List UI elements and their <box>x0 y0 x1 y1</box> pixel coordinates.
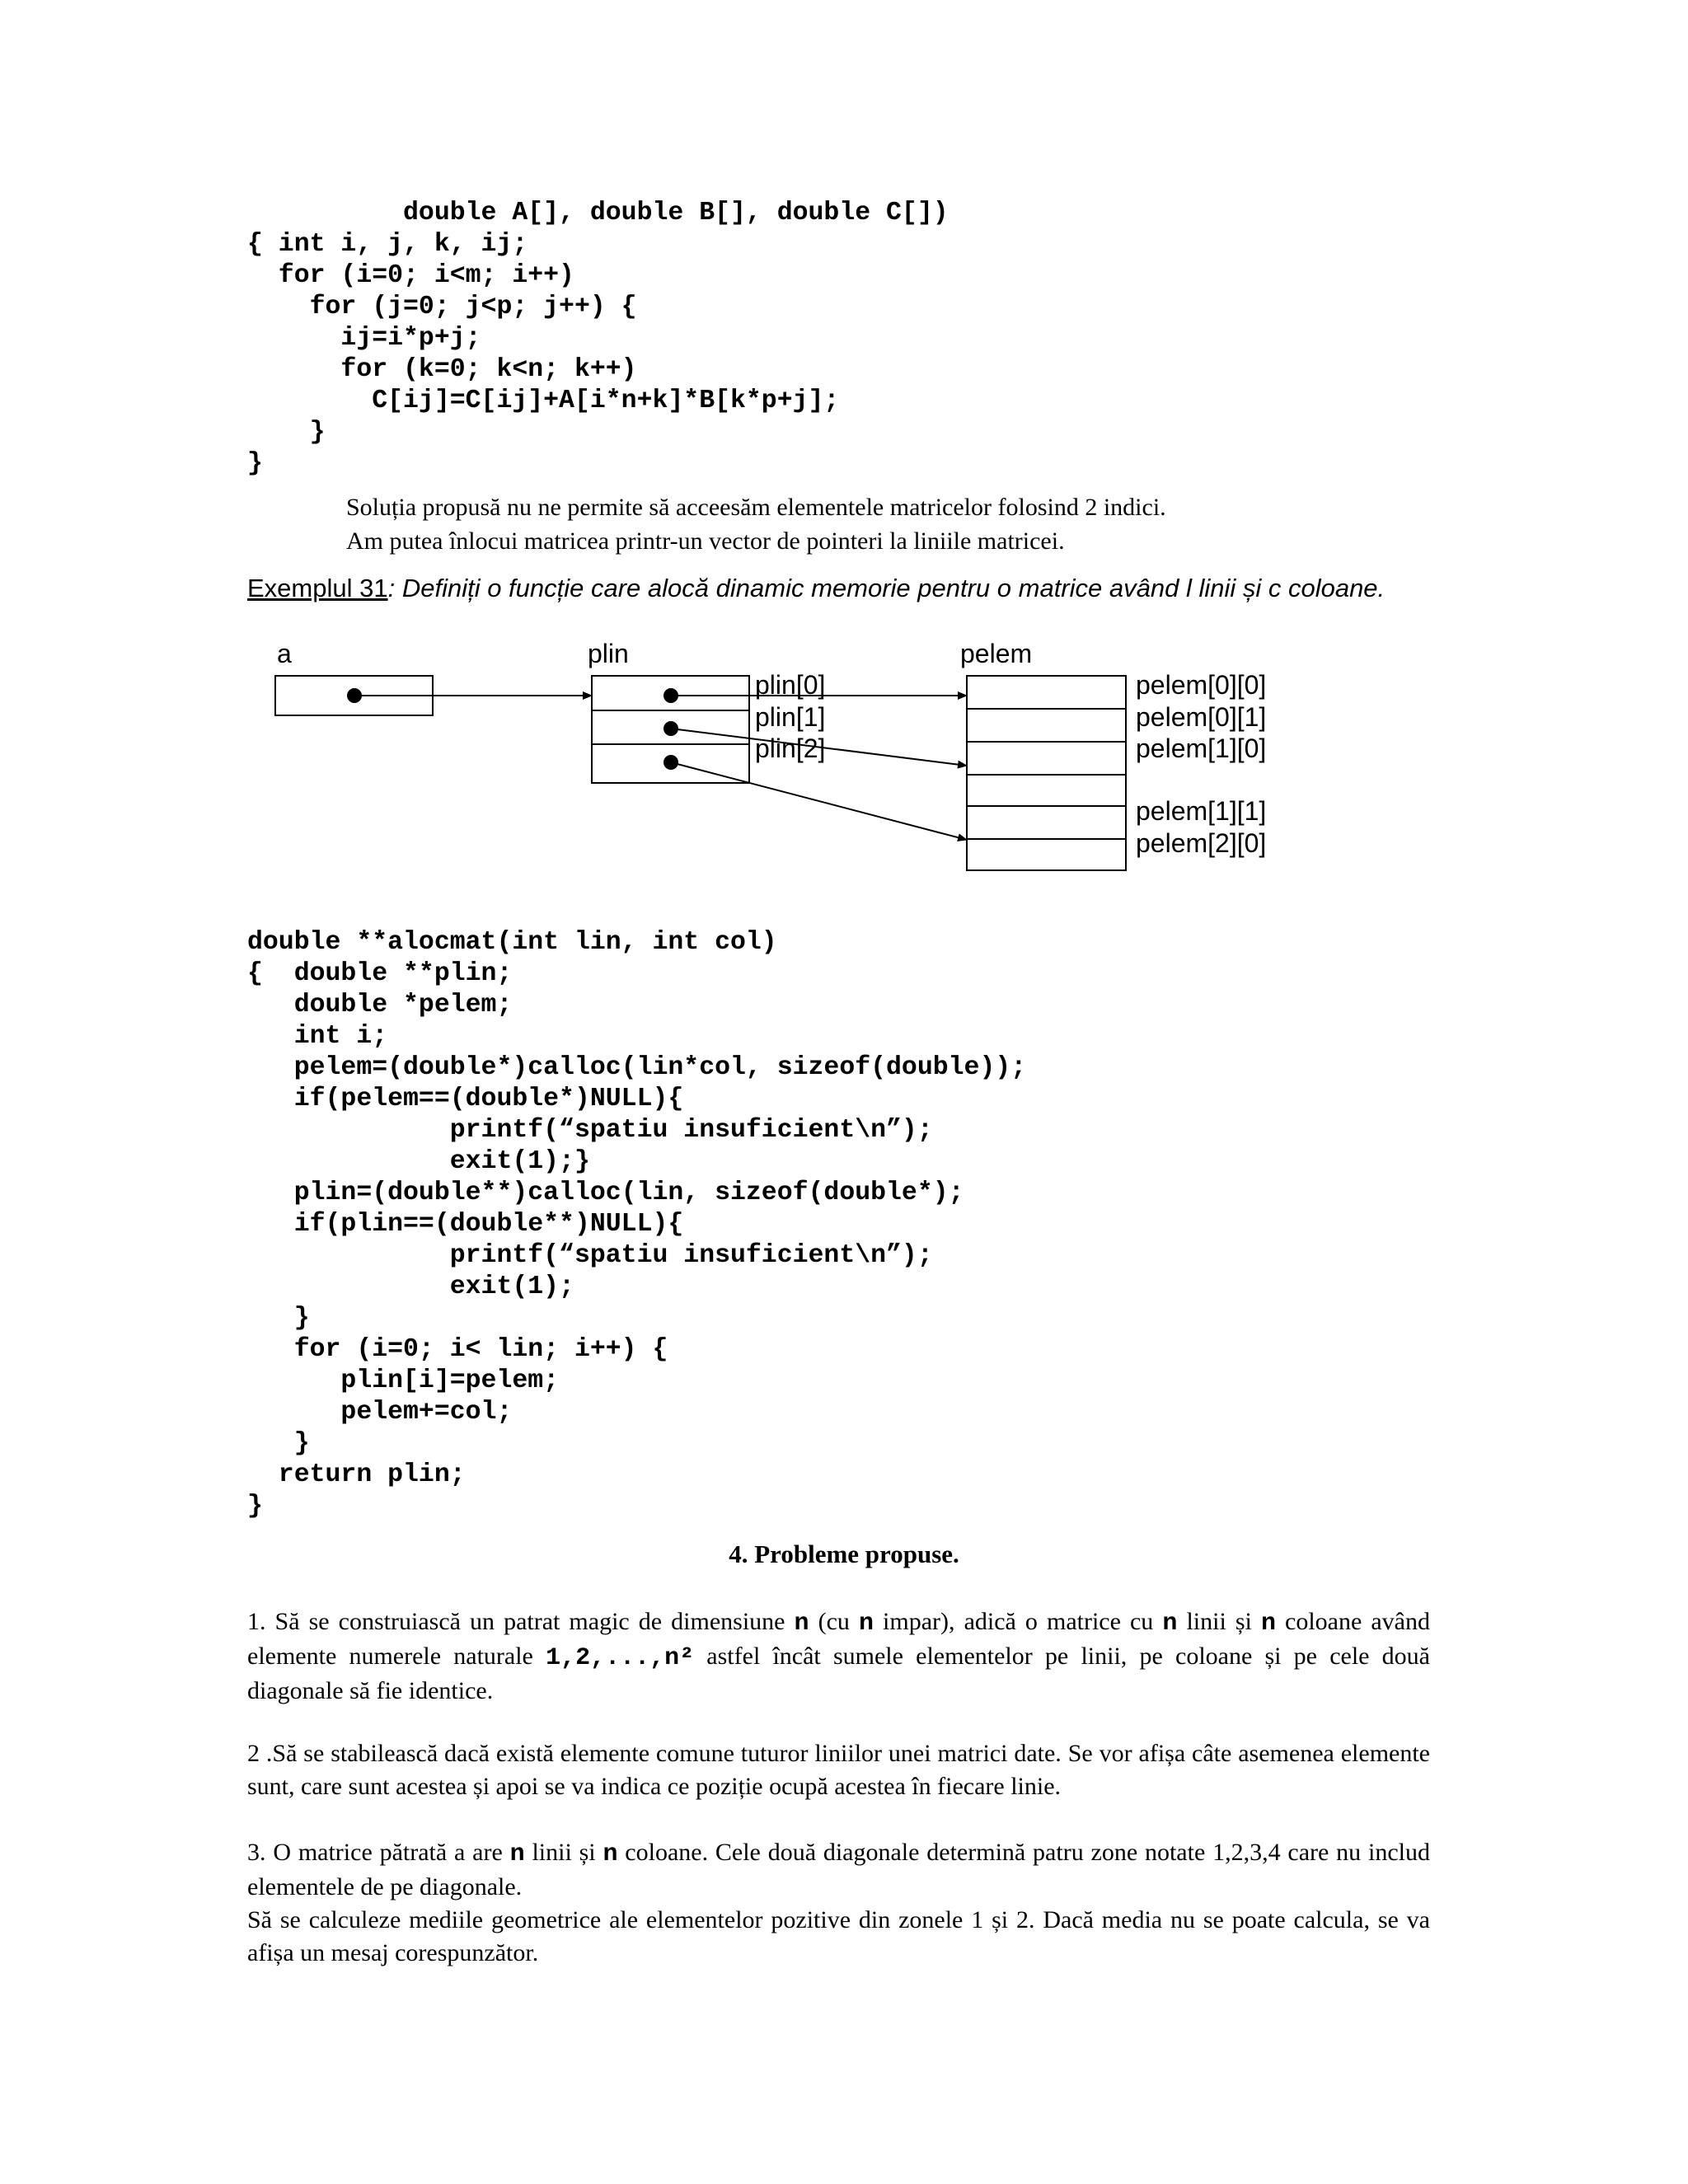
plin-entry-label: plin[1] <box>755 702 826 732</box>
example-label: Exemplul 31 <box>247 574 388 602</box>
code-line: plin=(double**)calloc(lin, sizeof(double*); <box>247 1179 964 1207</box>
code-line: pelem=(double*)calloc(lin*col, sizeof(double)); <box>247 1053 1027 1082</box>
code-line: if(plin==(double**)NULL){ <box>247 1210 684 1239</box>
code-line: if(pelem==(double*)NULL){ <box>247 1085 684 1113</box>
code-line: printf(“spatiu insuficient\n”); <box>247 1116 933 1145</box>
problem-text: linii și <box>524 1839 603 1866</box>
code-line: double **alocmat(int lin, int col) <box>247 928 777 957</box>
code-line: for (j=0; j<p; j++) { <box>247 293 637 321</box>
code-line: pelem+=col; <box>247 1398 513 1427</box>
code-var: n <box>603 1840 618 1868</box>
code-line: } <box>247 418 326 447</box>
pelem-entry-label: pelem[2][0] <box>1136 828 1267 858</box>
code-line: } <box>247 1304 310 1333</box>
arrow-plin2-to-pelem <box>671 762 967 840</box>
label-plin: plin <box>588 639 629 668</box>
code-line: plin[i]=pelem; <box>247 1366 560 1395</box>
example-text: Definiți o funcție care alocă dinamic memorie pentru o matrice având l linii și c coloane. <box>401 574 1386 602</box>
problem-text: coloane. Cele două diagonale determină patru zone notate 1,2,3,4 care nu includ elementele de pe diagonale. <box>247 1839 1430 1900</box>
code-var: n <box>1162 1610 1178 1638</box>
code-line: exit(1); <box>247 1272 574 1301</box>
note-line-1: Soluția propusă nu ne permite să acceesăm elementele matricelor folosind 2 indici. <box>346 494 1166 521</box>
plin-entry-label: plin[0] <box>755 670 826 700</box>
code-line: double *pelem; <box>247 991 513 1019</box>
pelem-array <box>967 676 1126 870</box>
problem-text: (cu <box>809 1608 859 1635</box>
code-var: n <box>509 1840 525 1868</box>
code-line: C[ij]=C[ij]+A[i*n+k]*B[k*p+j]; <box>247 387 840 415</box>
problem-text: astfel încât sumele elementelor pe linii, pe coloane și pe cele două diagonale să fie identice. <box>247 1643 1430 1704</box>
pelem-entry-label: pelem[1][1] <box>1136 796 1267 826</box>
code-var: n <box>1260 1610 1276 1638</box>
problem-text: 3. O matrice pătrată a are <box>247 1839 510 1866</box>
code-var: n <box>858 1610 874 1638</box>
code-var: 1,2,...,n² <box>546 1644 695 1672</box>
problem-text: 1. Să se construiască un patrat magic de dimensiune <box>247 1608 795 1635</box>
code-var: n <box>794 1610 809 1638</box>
code-line: } <box>247 1492 263 1521</box>
code-line: return plin; <box>247 1460 466 1489</box>
code-line: for (k=0; k<n; k++) <box>247 355 637 384</box>
note-line-2: Am putea înlocui matricea printr-un vector de pointeri la liniile matricei. <box>346 527 1065 555</box>
problem-text: linii și <box>1177 1608 1261 1635</box>
code-line: exit(1);} <box>247 1147 590 1176</box>
example-separator: : <box>387 574 402 602</box>
problem-3 <box>247 1836 1430 1970</box>
problem-text: impar), adică o matrice cu <box>874 1608 1163 1635</box>
code-line: { double **plin; <box>247 959 513 988</box>
code-line: printf(“spatiu insuficient\n”); <box>247 1241 933 1270</box>
problem-text: coloane având elemente numerele naturale <box>247 1608 1430 1670</box>
code-line: for (i=0; i<m; i++) <box>247 261 574 290</box>
code-line: } <box>247 449 263 478</box>
pelem-entry-label: pelem[1][0] <box>1136 733 1267 763</box>
label-a: a <box>277 639 292 668</box>
code-line: double A[], double B[], double C[]) <box>247 199 949 227</box>
code-block-alocmat <box>247 927 1026 1522</box>
pelem-entry-label: pelem[0][1] <box>1136 702 1267 732</box>
problem-2 <box>247 1737 1430 1803</box>
code-line: { int i, j, k, ij; <box>247 230 528 259</box>
pelem-entry-label: pelem[0][0] <box>1136 670 1267 700</box>
code-line: ij=i*p+j; <box>247 324 481 353</box>
code-line: } <box>247 1429 310 1458</box>
problem-1 <box>247 1605 1430 1708</box>
section-title: 4. Probleme propuse. <box>729 1540 959 1568</box>
code-line: for (i=0; i< lin; i++) { <box>247 1335 668 1364</box>
problem-text: Să se calculeze mediile geometrice ale elementelor pozitive din zonele 1 și 2. Dacă media nu se poate calcula, se va afișa un mesaj corespunzător. <box>247 1906 1430 1966</box>
code-line: int i; <box>247 1022 388 1051</box>
label-pelem: pelem <box>960 639 1033 668</box>
plin-entry-label: plin[2] <box>755 733 826 763</box>
problem-text: 2 .Să se stabilească dacă există elemente comune tuturor liniilor unei matrici date. Se vor afișa câte asemenea elemente sunt, care sunt acestea și apoi se va indica ce poziție ocupă acestea în fiecare linie. <box>247 1740 1430 1800</box>
